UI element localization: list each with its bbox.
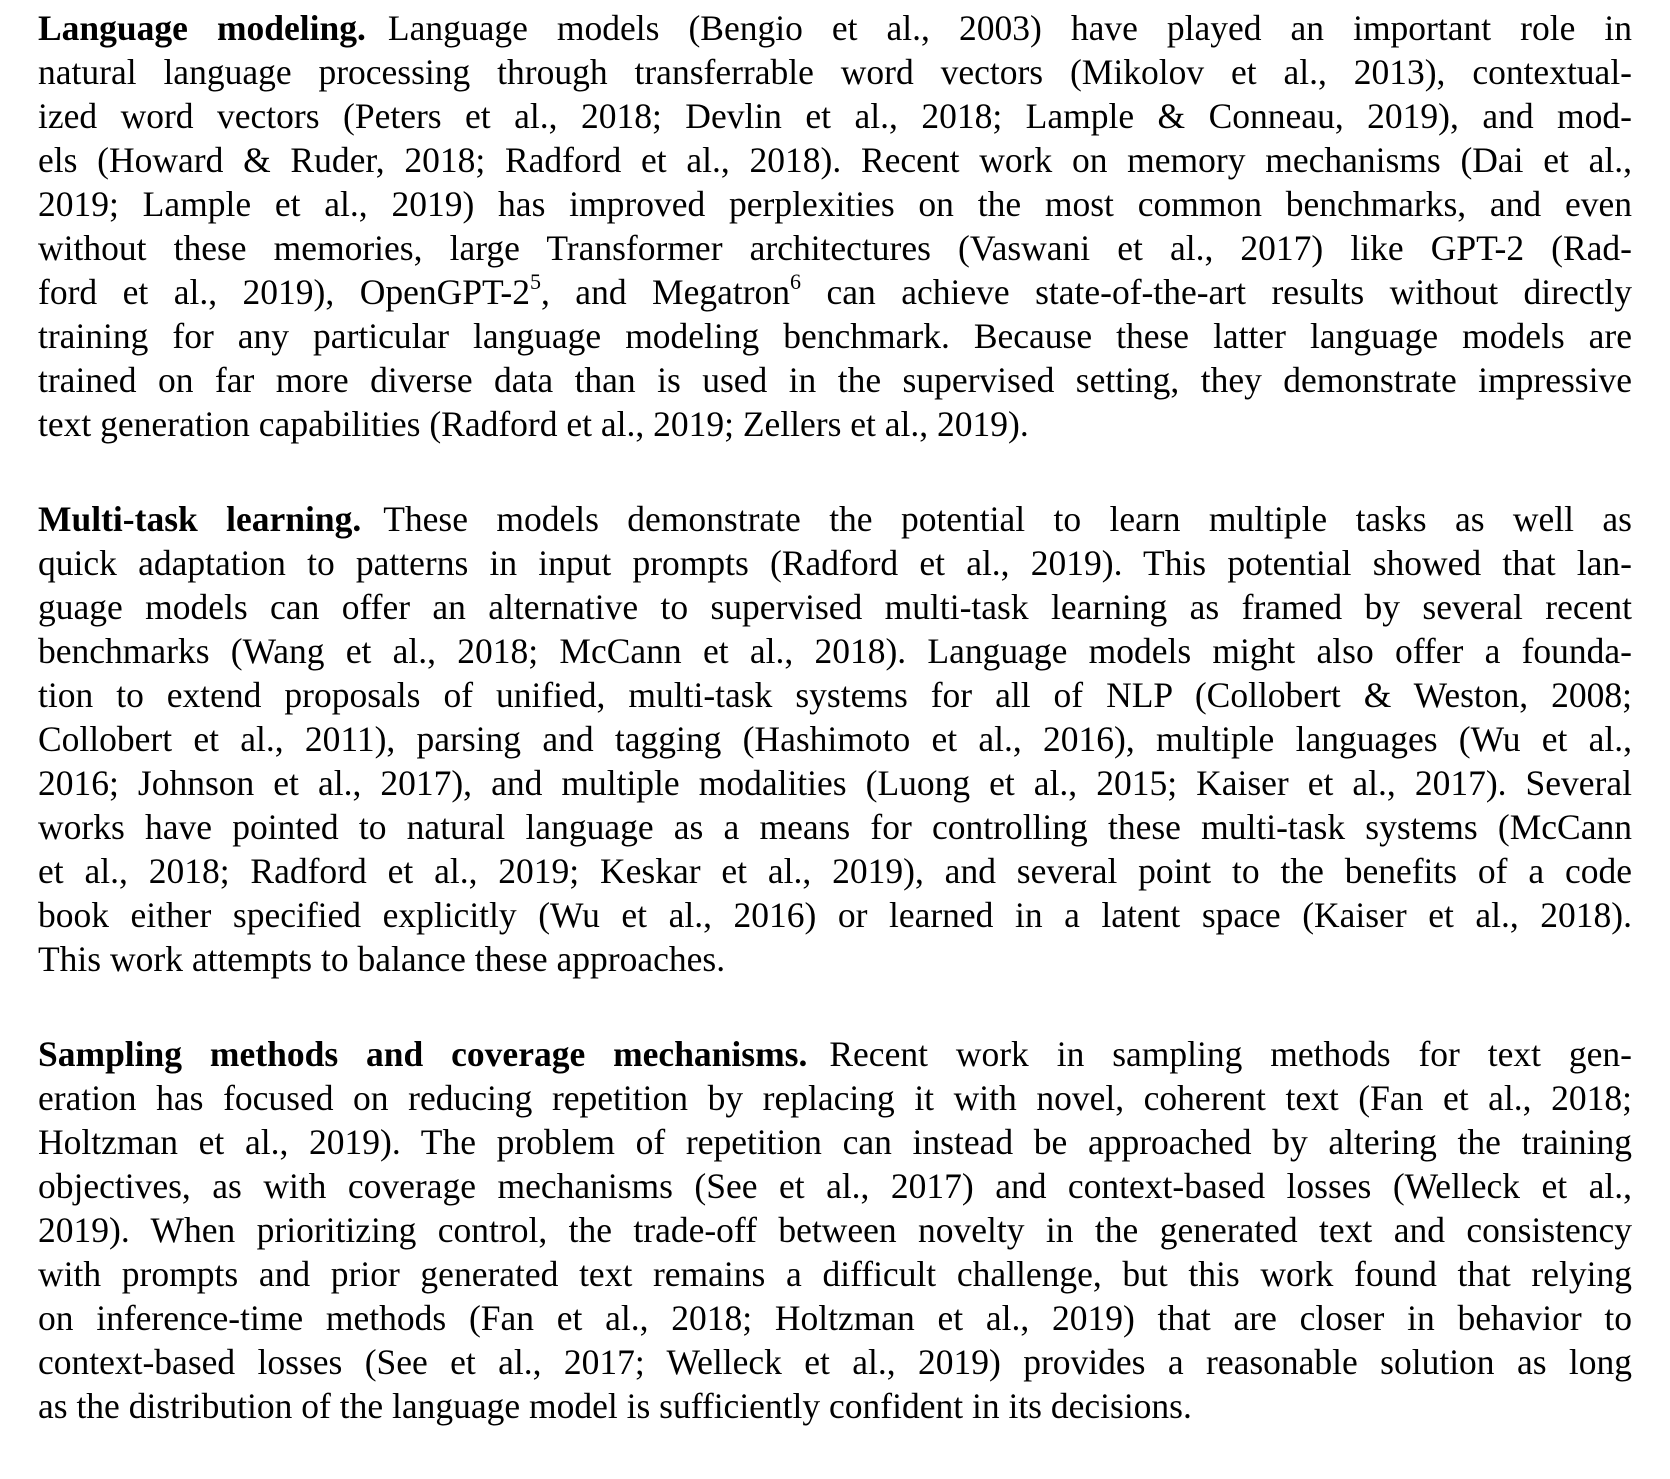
section-heading: Multi-task learning. [38, 499, 362, 539]
text-line: guage models can offer an alternative to supervised multi-task learning as framed by several recent [38, 587, 1632, 627]
text-line: This work attempts to balance these approaches. [38, 939, 726, 979]
text-line: as the distribution of the language model is sufficiently confident in its decisions. [38, 1386, 1192, 1426]
text-line [38, 6, 1632, 50]
line-text: can achieve state-of-the-art results without directly [801, 272, 1632, 312]
text-line: et al., 2018; Radford et al., 2019; Keskar et al., 2019), and several point to the benefits of a code [38, 851, 1632, 891]
text-line [38, 497, 1632, 541]
text-line: benchmarks (Wang et al., 2018; McCann et al., 2018). Language models might also offer a founda- [38, 631, 1632, 671]
page-body [38, 6, 1632, 1479]
text-line: 2019). When prioritizing control, the trade-off between novelty in the generated text and consistency [38, 1210, 1632, 1250]
text-line: text generation capabilities (Radford et al., 2019; Zellers et al., 2019). [38, 404, 1029, 444]
text-line: eration has focused on reducing repetition by replacing it with novel, coherent text (Fan et al., 2018; [38, 1078, 1632, 1118]
text-line: book either specified explicitly (Wu et al., 2016) or learned in a latent space (Kaiser et al., 2018). [38, 895, 1632, 935]
text-line: Collobert et al., 2011), parsing and tagging (Hashimoto et al., 2016), multiple languages (Wu et al., [38, 719, 1632, 759]
text-line: trained on far more diverse data than is used in the supervised setting, they demonstrate impressive [38, 360, 1632, 400]
section-heading: Language modeling. [38, 8, 366, 48]
text-line: 2019; Lample et al., 2019) has improved perplexities on the most common benchmarks, and even [38, 184, 1632, 224]
text-line [38, 1032, 1632, 1076]
text-line: works have pointed to natural language as a means for controlling these multi-task systems (McCann [38, 807, 1632, 847]
text-line: Holtzman et al., 2019). The problem of repetition can instead be approached by altering the training [38, 1122, 1632, 1162]
text-line: tion to extend proposals of unified, multi-task systems for all of NLP (Collobert & Weston, 2008; [38, 675, 1632, 715]
text-line: training for any particular language modeling benchmark. Because these latter language models are [38, 316, 1632, 356]
text-line: natural language processing through transferrable word vectors (Mikolov et al., 2013), contextual- [38, 52, 1632, 92]
line-text: Language models (Bengio et al., 2003) have played an important role in [387, 8, 1632, 48]
text-line: ized word vectors (Peters et al., 2018; Devlin et al., 2018; Lample & Conneau, 2019), and mod- [38, 96, 1632, 136]
text-line: quick adaptation to patterns in input prompts (Radford et al., 2019). This potential showed that lan- [38, 543, 1632, 583]
section-heading: Sampling methods and coverage mechanisms. [38, 1034, 808, 1074]
footnote-marker: 5 [529, 269, 541, 295]
text-line [38, 270, 1632, 314]
line-text: , and Megatron [540, 272, 791, 312]
text-line: on inference-time methods (Fan et al., 2018; Holtzman et al., 2019) that are closer in behavior to [38, 1298, 1632, 1338]
paragraph-language-modeling [38, 6, 1632, 446]
text-line: objectives, as with coverage mechanisms (See et al., 2017) and context-based losses (Welleck et al., [38, 1166, 1632, 1206]
footnote-marker: 6 [790, 269, 802, 295]
line-text: Recent work in sampling methods for text gen- [829, 1034, 1632, 1074]
line-text: These models demonstrate the potential to learn multiple tasks as well as [383, 499, 1632, 539]
text-line: els (Howard & Ruder, 2018; Radford et al., 2018). Recent work on memory mechanisms (Dai et al., [38, 140, 1632, 180]
text-line: 2016; Johnson et al., 2017), and multiple modalities (Luong et al., 2015; Kaiser et al., 2017). Several [38, 763, 1632, 803]
text-line: with prompts and prior generated text remains a difficult challenge, but this work found that relying [38, 1254, 1632, 1294]
paragraph-multi-task-learning [38, 497, 1632, 981]
text-line: without these memories, large Transformer architectures (Vaswani et al., 2017) like GPT-2 (Rad- [38, 228, 1632, 268]
text-line: context-based losses (See et al., 2017; Welleck et al., 2019) provides a reasonable solution as long [38, 1342, 1632, 1382]
paragraph-sampling-methods [38, 1032, 1632, 1428]
line-text: ford et al., 2019), OpenGPT-2 [38, 272, 530, 312]
